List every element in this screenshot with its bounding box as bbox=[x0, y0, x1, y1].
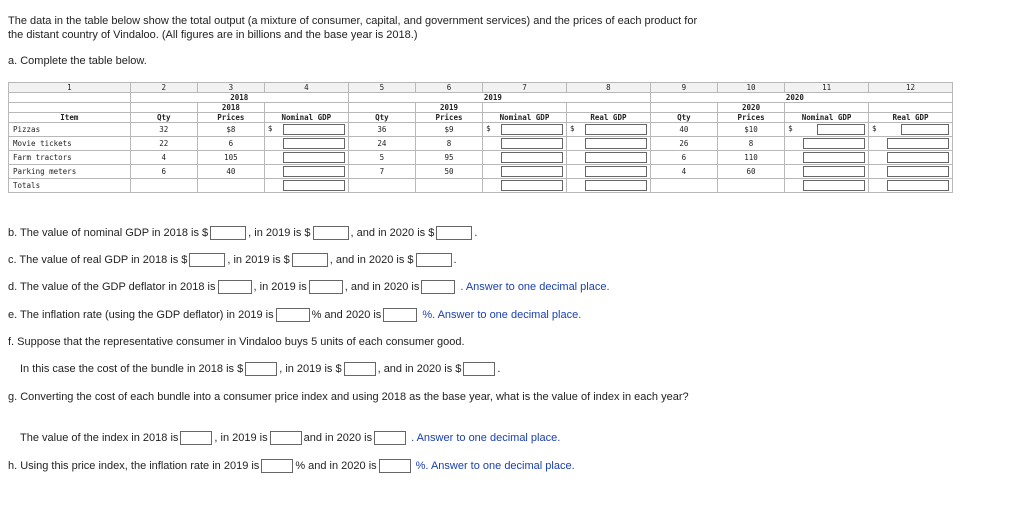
col-number: 11 bbox=[785, 83, 869, 93]
col-number: 6 bbox=[415, 83, 482, 93]
price-2020: 60 bbox=[718, 165, 785, 179]
total-nominal-2020-input[interactable] bbox=[803, 180, 865, 191]
price-2019: 8 bbox=[415, 137, 482, 151]
price-2018: $8 bbox=[197, 123, 264, 137]
question-d: d. The value of the GDP deflator in 2018 is , in 2019 is , and in 2020 is . Answer to one decimal place. bbox=[8, 281, 610, 293]
total-real-2020-input[interactable] bbox=[887, 180, 949, 191]
dollar-sign: $ bbox=[486, 124, 491, 133]
qty-2018: 32 bbox=[130, 123, 197, 137]
nominal-2019-input[interactable] bbox=[501, 166, 563, 177]
qty-2019: 7 bbox=[348, 165, 415, 179]
question-g-intro: g. Converting the cost of each bundle into a consumer price index and using 2018 as the base year, what is the value of index in each year? bbox=[8, 391, 689, 403]
totals-label: Totals bbox=[9, 179, 131, 193]
qty-2020: 6 bbox=[650, 151, 717, 165]
precision-hint: %. Answer to one decimal place. bbox=[422, 309, 582, 321]
col-number: 1 bbox=[9, 83, 131, 93]
sub-year-2020: 2020 bbox=[718, 103, 785, 113]
year-row bbox=[9, 93, 953, 103]
col-number: 5 bbox=[348, 83, 415, 93]
qty-2018: 22 bbox=[130, 137, 197, 151]
precision-hint: . Answer to one decimal place. bbox=[411, 432, 561, 444]
header-qty-2019: Qty bbox=[348, 113, 415, 123]
nominal-2020-input[interactable] bbox=[803, 152, 865, 163]
header-prices-2018: Prices bbox=[197, 113, 264, 123]
header-item: Item bbox=[9, 113, 131, 123]
real-2019-input[interactable] bbox=[585, 166, 647, 177]
header-real-2019: Real GDP bbox=[566, 113, 650, 123]
qty-2020: 26 bbox=[650, 137, 717, 151]
price-2019: 95 bbox=[415, 151, 482, 165]
row-item: Farm tractors bbox=[9, 151, 131, 165]
nominal-2018-input[interactable] bbox=[283, 166, 345, 177]
real-2019-input[interactable] bbox=[585, 138, 647, 149]
header-prices-2020: Prices bbox=[718, 113, 785, 123]
cpi-2020-answer[interactable] bbox=[374, 431, 406, 445]
table-row bbox=[9, 165, 953, 179]
header-row bbox=[9, 113, 953, 123]
qty-2019: 36 bbox=[348, 123, 415, 137]
header-prices-2019: Prices bbox=[415, 113, 482, 123]
qty-2018: 6 bbox=[130, 165, 197, 179]
price-2020: 110 bbox=[718, 151, 785, 165]
nominal-gdp-2018-answer[interactable] bbox=[210, 226, 246, 240]
nominal-2018-input[interactable] bbox=[283, 152, 345, 163]
totals-row bbox=[9, 179, 953, 193]
real-2019-input[interactable] bbox=[585, 152, 647, 163]
table-row bbox=[9, 151, 953, 165]
header-nominal-2018: Nominal GDP bbox=[264, 113, 348, 123]
total-nominal-2019-input[interactable] bbox=[501, 180, 563, 191]
qty-2020: 4 bbox=[650, 165, 717, 179]
bundle-cost-2020-answer[interactable] bbox=[463, 362, 495, 376]
header-nominal-2020: Nominal GDP bbox=[785, 113, 869, 123]
row-item: Parking meters bbox=[9, 165, 131, 179]
header-nominal-2019: Nominal GDP bbox=[483, 113, 567, 123]
nominal-2018-input[interactable] bbox=[283, 138, 345, 149]
real-2019-input[interactable] bbox=[585, 124, 647, 135]
price-2018: 6 bbox=[197, 137, 264, 151]
nominal-2019-input[interactable] bbox=[501, 138, 563, 149]
price-2020: 8 bbox=[718, 137, 785, 151]
col-number: 10 bbox=[718, 83, 785, 93]
real-gdp-2020-answer[interactable] bbox=[416, 253, 452, 267]
row-item: Pizzas bbox=[9, 123, 131, 137]
question-g: The value of the index in 2018 is , in 2019 is and in 2020 is . Answer to one decimal place. bbox=[20, 432, 561, 444]
nominal-2019-input[interactable] bbox=[501, 152, 563, 163]
sub-year-2018: 2018 bbox=[197, 103, 264, 113]
deflator-2020-answer[interactable] bbox=[421, 280, 455, 294]
nominal-2020-input[interactable] bbox=[817, 124, 865, 135]
header-qty-2020: Qty bbox=[650, 113, 717, 123]
table-row bbox=[9, 123, 953, 137]
dollar-sign: $ bbox=[872, 124, 877, 133]
problem-intro: The data in the table below show the total output (a mixture of consumer, capital, and government services) and the prices of each product for the distant country of Vindaloo. (All figures are in billions and the base year is 2018.) bbox=[8, 15, 698, 41]
question-e: e. The inflation rate (using the GDP deflator) in 2019 is % and 2020 is %. Answer to one decimal place. bbox=[8, 309, 582, 321]
question-c: c. The value of real GDP in 2018 is $ , in 2019 is $ , and in 2020 is $ . bbox=[8, 254, 457, 266]
deflator-2018-answer[interactable] bbox=[218, 280, 252, 294]
col-number: 9 bbox=[650, 83, 717, 93]
col-number: 8 bbox=[566, 83, 650, 93]
precision-hint: %. Answer to one decimal place. bbox=[415, 460, 575, 472]
deflator-2019-answer[interactable] bbox=[309, 280, 343, 294]
nominal-2020-input[interactable] bbox=[803, 166, 865, 177]
table-row bbox=[9, 137, 953, 151]
price-2019: 50 bbox=[415, 165, 482, 179]
total-nominal-2018-input[interactable] bbox=[283, 180, 345, 191]
question-b: b. The value of nominal GDP in 2018 is $ , in 2019 is $ , and in 2020 is $ . bbox=[8, 227, 478, 239]
cpi-2019-answer[interactable] bbox=[270, 431, 302, 445]
nominal-2020-input[interactable] bbox=[803, 138, 865, 149]
question-h: h. Using this price index, the inflation rate in 2019 is % and in 2020 is %. Answer to one decimal place. bbox=[8, 460, 575, 472]
col-number: 12 bbox=[869, 83, 953, 93]
bundle-cost-2018-answer[interactable] bbox=[245, 362, 277, 376]
real-gdp-2018-answer[interactable] bbox=[189, 253, 225, 267]
year-2019-header: 2019 bbox=[348, 93, 650, 103]
real-2020-input[interactable] bbox=[901, 124, 949, 135]
precision-hint: . Answer to one decimal place. bbox=[460, 281, 610, 293]
cpi-2018-answer[interactable] bbox=[180, 431, 212, 445]
header-qty-2018: Qty bbox=[130, 113, 197, 123]
nominal-gdp-2020-answer[interactable] bbox=[436, 226, 472, 240]
col-number: 2 bbox=[130, 83, 197, 93]
nominal-2018-input[interactable] bbox=[283, 124, 345, 135]
real-2020-input[interactable] bbox=[887, 152, 949, 163]
inflation-2020-answer[interactable] bbox=[383, 308, 417, 322]
inflation-2019-answer[interactable] bbox=[276, 308, 310, 322]
qty-2018: 4 bbox=[130, 151, 197, 165]
sub-year-2019: 2019 bbox=[415, 103, 482, 113]
col-number: 4 bbox=[264, 83, 348, 93]
col-number: 7 bbox=[483, 83, 567, 93]
cpi-inflation-2020-answer[interactable] bbox=[379, 459, 411, 473]
dollar-sign: $ bbox=[569, 124, 575, 133]
real-gdp-2019-answer[interactable] bbox=[292, 253, 328, 267]
real-2020-input[interactable] bbox=[887, 138, 949, 149]
price-2018: 105 bbox=[197, 151, 264, 165]
price-2020: $10 bbox=[718, 123, 785, 137]
question-f: In this case the cost of the bundle in 2018 is $ , in 2019 is $ , and in 2020 is $ . bbox=[20, 363, 501, 375]
qty-2019: 24 bbox=[348, 137, 415, 151]
year-2020-header: 2020 bbox=[650, 93, 952, 103]
nominal-2019-input[interactable] bbox=[501, 124, 563, 135]
bundle-cost-2019-answer[interactable] bbox=[344, 362, 376, 376]
nominal-gdp-2019-answer[interactable] bbox=[313, 226, 349, 240]
col-number: 3 bbox=[197, 83, 264, 93]
qty-2020: 40 bbox=[650, 123, 717, 137]
total-real-2019-input[interactable] bbox=[585, 180, 647, 191]
price-2018: 40 bbox=[197, 165, 264, 179]
question-f-intro: f. Suppose that the representative consumer in Vindaloo buys 5 units of each consumer good. bbox=[8, 336, 465, 348]
cpi-inflation-2019-answer[interactable] bbox=[261, 459, 293, 473]
header-real-2020: Real GDP bbox=[869, 113, 953, 123]
year-2018-header: 2018 bbox=[130, 93, 348, 103]
dollar-sign: $ bbox=[788, 124, 793, 133]
row-item: Movie tickets bbox=[9, 137, 131, 151]
real-2020-input[interactable] bbox=[887, 166, 949, 177]
sub-year-row bbox=[9, 103, 953, 113]
qty-2019: 5 bbox=[348, 151, 415, 165]
part-a-label: a. Complete the table below. bbox=[8, 55, 147, 67]
gdp-table bbox=[8, 82, 953, 193]
dollar-sign: $ bbox=[267, 124, 273, 133]
price-2019: $9 bbox=[415, 123, 482, 137]
column-number-row bbox=[9, 83, 953, 93]
